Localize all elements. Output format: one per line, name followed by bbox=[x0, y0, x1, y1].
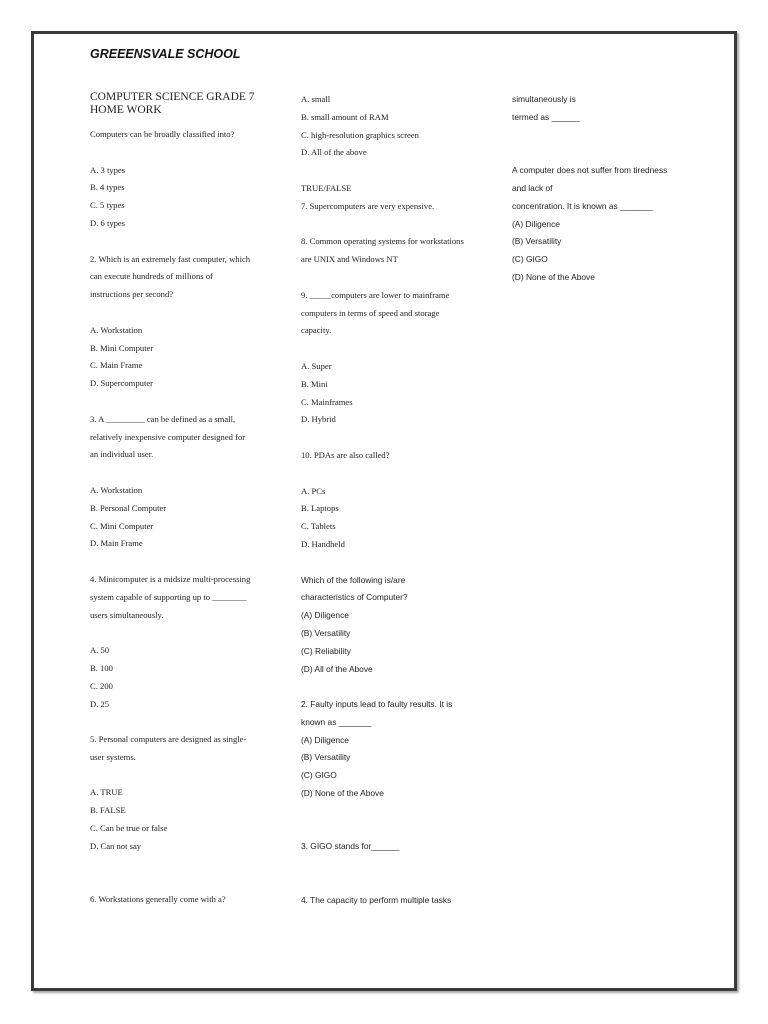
column-1 bbox=[90, 91, 270, 909]
column-2 bbox=[301, 91, 481, 910]
blank-line bbox=[301, 678, 481, 696]
text-line: B. Laptops bbox=[301, 503, 339, 514]
blank-line bbox=[301, 340, 481, 358]
text-line: (A) Diligence bbox=[512, 218, 560, 229]
text-line: D. Main Frame bbox=[90, 538, 143, 549]
blank-line bbox=[90, 464, 270, 482]
text-line: 2. Which is an extremely fast computer, which bbox=[90, 253, 251, 264]
text-line: instructions per second? bbox=[90, 289, 174, 300]
text-line: (A) Diligence bbox=[301, 734, 349, 745]
text-line: D. Hybrid bbox=[301, 414, 336, 425]
text-line: 9. _____computers are lower to mainframe bbox=[301, 289, 450, 300]
text-line: can execute hundreds of millions of bbox=[90, 271, 213, 282]
text-line: B. Personal Computer bbox=[90, 502, 167, 513]
text-line: A. Workstation bbox=[90, 324, 143, 335]
text-line: D. Can not say bbox=[90, 840, 142, 851]
text-line: C. Tablets bbox=[301, 521, 336, 532]
text-line: users simultaneously. bbox=[90, 609, 164, 620]
text-line: (D) None of the Above bbox=[512, 271, 595, 282]
blank-line bbox=[90, 856, 270, 874]
text-line: (C) GIGO bbox=[512, 254, 548, 265]
text-line: A. 3 types bbox=[90, 164, 126, 175]
text-line: A. TRUE bbox=[90, 787, 123, 798]
text-line: A. Workstation bbox=[90, 484, 143, 495]
column-1-lines bbox=[90, 126, 270, 909]
text-line: B. 100 bbox=[90, 662, 113, 673]
text-line: computers in terms of speed and storage bbox=[301, 307, 440, 318]
blank-line bbox=[301, 821, 481, 839]
blank-line bbox=[301, 429, 481, 447]
blank-line bbox=[90, 624, 270, 642]
page-title-line-2: HOME WORK bbox=[90, 104, 162, 116]
blank-line bbox=[301, 465, 481, 483]
column-3 bbox=[512, 91, 692, 287]
text-line: 6. Workstations generally come with a? bbox=[90, 894, 226, 905]
column-3-lines bbox=[512, 91, 692, 287]
text-line: 3. GIGO stands for______ bbox=[301, 841, 400, 852]
text-line: (D) All of the Above bbox=[301, 663, 373, 674]
text-line: (C) GIGO bbox=[301, 770, 337, 781]
text-line: (D) None of the Above bbox=[301, 788, 384, 799]
text-line: 4. Minicomputer is a midsize multi-processing bbox=[90, 573, 251, 584]
text-line: Computers can be broadly classified into? bbox=[90, 129, 235, 139]
text-line: D. 6 types bbox=[90, 217, 126, 228]
text-line: system capable of supporting up to ________ bbox=[90, 591, 247, 602]
blank-line bbox=[90, 873, 270, 891]
text-line: C. Mainframes bbox=[301, 396, 353, 407]
text-line: A computer does not suffer from tiredness bbox=[512, 165, 668, 176]
text-line: D. Supercomputer bbox=[90, 378, 154, 389]
text-line: 7. Supercomputers are very expensive. bbox=[301, 200, 435, 211]
text-line: D. Handheld bbox=[301, 538, 345, 549]
text-line: B. Mini bbox=[301, 378, 328, 389]
text-line: C. Can be true or false bbox=[90, 823, 168, 834]
blank-line bbox=[90, 713, 270, 731]
text-line: 4. The capacity to perform multiple tasks bbox=[301, 894, 452, 905]
text-line: (B) Versatility bbox=[301, 752, 351, 763]
text-line: Which of the following is/are bbox=[301, 574, 406, 585]
page-title-line-1: COMPUTER SCIENCE GRADE 7 bbox=[90, 91, 255, 103]
text-line: an individual user. bbox=[90, 449, 154, 460]
blank-line bbox=[301, 803, 481, 821]
text-line: C. Mini Computer bbox=[90, 520, 154, 531]
text-line: simultaneously is bbox=[512, 94, 576, 104]
school-name: GREEENSVALE SCHOOL bbox=[90, 47, 241, 61]
blank-line bbox=[90, 393, 270, 411]
blank-line bbox=[301, 554, 481, 572]
blank-line bbox=[90, 553, 270, 571]
text-line: (B) Versatility bbox=[512, 236, 562, 247]
blank-line bbox=[301, 856, 481, 874]
text-line: 3. A _________ can be defined as a small, bbox=[90, 413, 236, 424]
blank-line bbox=[90, 767, 270, 785]
text-line: (C) Reliability bbox=[301, 645, 351, 656]
text-line: C. 200 bbox=[90, 680, 113, 691]
blank-line bbox=[301, 216, 481, 234]
text-line: 10. PDAs are also called? bbox=[301, 449, 390, 460]
text-line: capacity. bbox=[301, 325, 332, 336]
text-line: C. Main Frame bbox=[90, 360, 143, 371]
text-line: (A) Diligence bbox=[301, 610, 349, 621]
text-line: B. Mini Computer bbox=[90, 342, 154, 353]
text-line: B. 4 types bbox=[90, 182, 125, 193]
text-line: user systems. bbox=[90, 751, 136, 762]
text-line: (B) Versatility bbox=[301, 627, 351, 638]
text-line: concentration. It is known as _______ bbox=[512, 200, 653, 211]
text-line: A. PCs bbox=[301, 485, 326, 496]
text-line: D. 25 bbox=[90, 698, 110, 709]
text-line: A. 50 bbox=[90, 645, 110, 656]
text-line: relatively inexpensive computer designed for bbox=[90, 431, 246, 442]
blank-line bbox=[90, 233, 270, 251]
blank-line bbox=[301, 162, 481, 180]
text-line: 2. Faulty inputs lead to faulty results. It is bbox=[301, 699, 453, 710]
text-line: D. All of the above bbox=[301, 147, 367, 158]
text-line: A. small bbox=[301, 94, 331, 104]
column-2-lines bbox=[301, 91, 481, 910]
blank-line bbox=[90, 304, 270, 322]
blank-line bbox=[512, 144, 692, 162]
text-line: termed as ______ bbox=[512, 111, 580, 122]
text-line: 5. Personal computers are designed as single- bbox=[90, 734, 247, 745]
text-line: C. 5 types bbox=[90, 200, 125, 211]
text-line: C. high-resolution graphics screen bbox=[301, 129, 419, 140]
text-line: B. FALSE bbox=[90, 805, 126, 816]
text-line: B. small amount of RAM bbox=[301, 111, 389, 122]
blank-line bbox=[90, 144, 270, 162]
blank-line bbox=[512, 127, 692, 145]
blank-line bbox=[301, 874, 481, 892]
text-line: 8. Common operating systems for workstations bbox=[301, 236, 464, 247]
text-line: and lack of bbox=[512, 182, 553, 193]
text-line: A. Super bbox=[301, 360, 332, 371]
text-line: are UNIX and Windows NT bbox=[301, 254, 398, 265]
text-line: characteristics of Computer? bbox=[301, 592, 408, 603]
text-line: known as _______ bbox=[301, 716, 372, 727]
text-line: TRUE/FALSE bbox=[301, 182, 352, 193]
blank-line bbox=[301, 269, 481, 287]
